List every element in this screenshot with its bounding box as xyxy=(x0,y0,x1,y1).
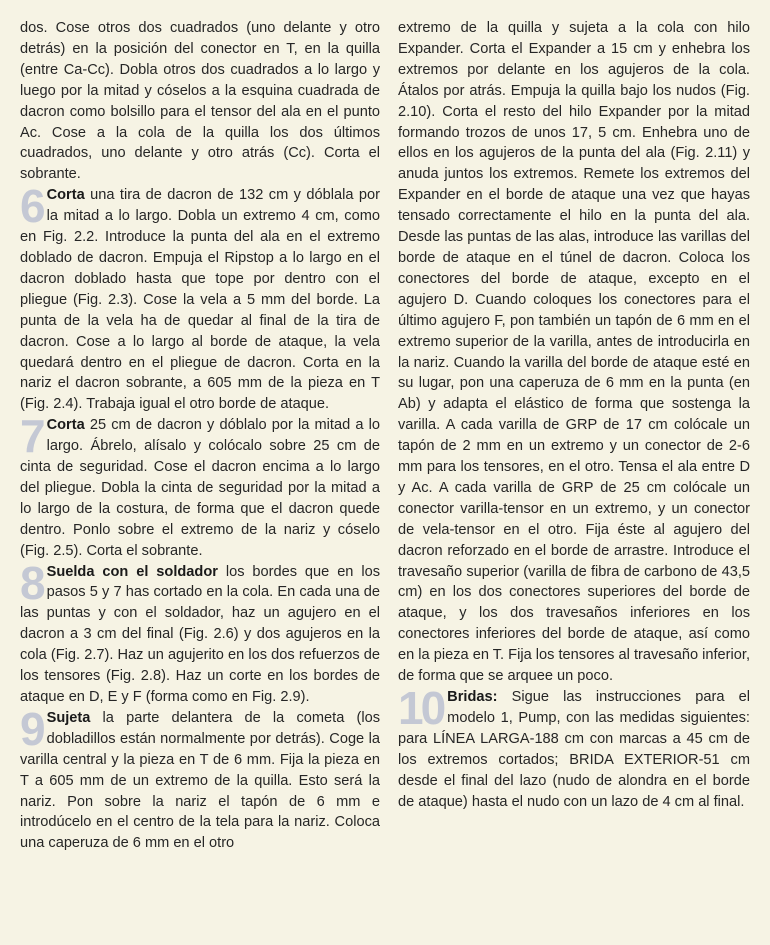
step-7 xyxy=(20,410,380,561)
step-text: una tira de dacron de 132 cm y dóblala por la mitad a lo largo. Dobla un extremo 4 cm, como en Fig. 2.2. Introduce la punta del ala en el extremo doblado de dacron. Empuja el Ripstop a lo largo en el dacron doblado hasta que tope por dentro con el pliegue (Fig. 2.3). Cose la vela a 5 mm del borde. La punta de la vela ha de quedar al final de la tira de dacron. Cose a lo largo al borde de ataque, la vela quedará dentro en el pliegue de dacron. Corta en la nariz el dacron sobrante, a 605 mm de la pieza en T (Fig. 2.4). Trabaja igual el otro borde de ataque. xyxy=(20,187,380,413)
step-number: 7 xyxy=(20,410,43,463)
step-lead: Corta xyxy=(46,417,85,434)
step-text: Sigue las instrucciones para el modelo 1, Pump, con las medidas siguientes: para LÍNEA LARGA-188 cm con marcas a 45 cm de los extremos cortados; BRIDA EXTERIOR-51 cm desde el final del lazo (nudo de alondra en el borde de ataque) hasta el nudo con un lazo de 4 cm al final. xyxy=(398,689,750,810)
step-number: 9 xyxy=(20,702,43,755)
step-lead: Bridas: xyxy=(447,689,498,705)
step-9 xyxy=(20,702,380,854)
step-lead: Suelda con el soldador xyxy=(46,563,218,580)
step-number: 6 xyxy=(20,180,43,233)
step-text: la parte delantera de la cometa (los dobladillos están normalmente por detrás). Coge la varilla central y la pieza en T de 6 mm. Fija la pieza en T a 605 mm de un extremo de la quilla. Esto será la nariz. Pon sobre la nariz el tapón de 6 mm e introdúcelo en el centro de la tela para la nariz. Coloca una caperuza de 6 mm en el otro xyxy=(20,709,380,852)
step-text: los bordes que en los pasos 5 y 7 has cortado en la cola. En cada una de las puntas y con el soldador, haz un agujero en el dacron a 3 cm del final (Fig. 2.6) y dos agujeros en la cola (Fig. 2.7). Haz un agujerito en los dos refuerzos de los tensores (Fig. 2.8). Haz un corte en los bordes de ataque en D, E y F (forma como en Fig. 2.9). xyxy=(20,563,380,705)
step-text: 25 cm de dacron y dóblalo por la mitad a lo largo. Ábrelo, alísalo y colócalo sobre 25 cm de cinta de seguridad. Cose el dacron encima a lo largo del pliegue. Dobla la cinta de seguridad por la mitad a lo largo de la costura, de forma que el dacron quede dentro. Ponlo sobre el extremo de la nariz y cóselo (Fig. 2.5). Corta el sobrante. xyxy=(20,417,380,559)
step-lead: Sujeta xyxy=(46,709,91,726)
step-6 xyxy=(20,180,380,415)
continued-paragraph: extremo de la quilla y sujeta a la cola con hilo Expander. Corta el Expander a 15 cm y enhebra los extremos por delante en los agujeros de la cola. Átalos por atrás. Empuja la quilla bajo los nudos (Fig. 2.10). Corta el resto del hilo Expander por la mitad formando trozos de unos 17, 5 cm. Enhebra uno de ellos en los agujeros de la punta del ala (Fig. 2.11) y anuda juntos los extremos. Remete los extremos del Expander en el borde de ataque una vez que hayas tensado correctamente el hilo en la punta del ala. Desde las puntas de las alas, introduce las varillas del borde de ataque en el túnel de dacron. Coloca los conectores del borde de ataque, excepto en el agujero D. Cuando coloques los conectores para el último agujero F, pon también un tapón de 6 mm en el extremo superior de la varilla, antes de introducirla en la nariz. Cuando la varilla del borde de ataque esté en su lugar, pon una caperuza de 6 mm en la punta (en Ab) y adapta el elástico de forma que sostenga la varilla. A cada varilla de GRP de 17 cm colócale un tapón de 2 mm en un extremo y un conector de 2-6 mm para los tensores, en el otro. Tensa el ala entre D y Ac. A cada varilla de GRP de 25 cm colócale un conector varilla-tensor en un extremo, y un conector de vela-tensor en el otro. Fija éste al agujero del dacron reforzado en el borde de arrastre. Introduce el travesaño superior (varilla de fibra de carbono de 43,5 cm) en los dos conectores superiores del borde de ataque, y los dos travesaños inferiores en los conectores inferiores del borde de ataque, así como en la pieza en T. Fija los tensores al travesaño inferior, de forma que se arquee un poco. xyxy=(398,20,750,685)
step-8 xyxy=(20,556,380,708)
step-10 xyxy=(398,682,750,812)
intro-paragraph: dos. Cose otros dos cuadrados (uno delante y otro detrás) en la posición del conector en T, en la quilla (entre Ca-Cc). Dobla otros dos cuadrados a lo largo y luego por la mitad y cóselos a la esquina cuadrada de dacron como bolsillo para el tensor del ala en el punto Ac. Cose a la cola de la quilla los dos últimos cuadrados, uno delante y otro atrás (Cc). Corta el sobrante. xyxy=(20,20,380,183)
left-column xyxy=(20,18,380,854)
right-column xyxy=(398,18,750,812)
step-number: 8 xyxy=(20,556,43,609)
step-number: 10 xyxy=(398,682,444,734)
step-lead: Corta xyxy=(46,187,85,204)
